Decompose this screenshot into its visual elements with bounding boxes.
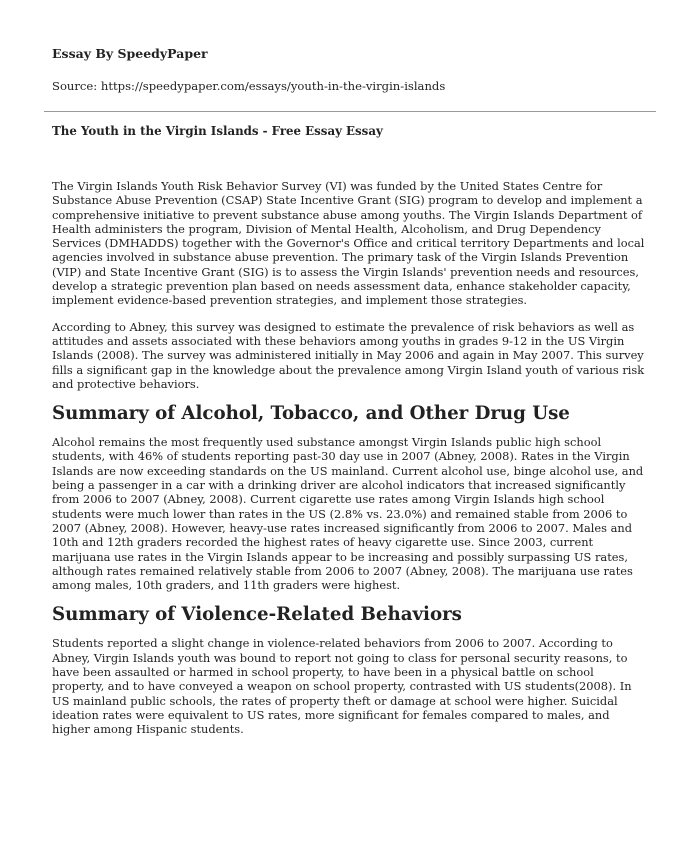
section-heading-drug-use: Summary of Alcohol, Tobacco, and Other Drug Use xyxy=(52,403,570,425)
source-line: Source: https://speedypaper.com/essays/youth-in-the-virgin-islands xyxy=(52,79,446,93)
section-paragraph-drug-use: Alcohol remains the most frequently used substance amongst Virgin Islands public high school students, with 46% of students reporting past-30 day use in 2007 (Abney, 2008). Rates in the Virgin Islands are now exceeding standards on the US mainland. Current alcohol use, binge alcohol use, and being a passenger in a car with a drinking driver are alcohol indicators that increased significantly from 2006 to 2007 (Abney, 2008). Current cigarette use rates among Virgin Islands high school students were much lower than rates in the US (2.8% vs. 23.0%) and remained stable from 2006 to 2007 (Abney, 2008). However, heavy-use rates increased significantly from 2006 to 2007. Males and 10th and 12th graders recorded the highest rates of heavy cigarette use. Since 2003, current marijuana use rates in the Virgin Islands appear to be increasing and possibly surpassing US rates, although rates remained relatively stable from 2006 to 2007 (Abney, 2008). The marijuana use rates among males, 10th graders, and 11th graders were highest. xyxy=(52,435,644,593)
section-heading-violence: Summary of Violence-Related Behaviors xyxy=(52,604,462,626)
document-header-title: Essay By SpeedyPaper xyxy=(52,46,208,61)
intro-paragraph-2: According to Abney, this survey was designed to estimate the prevalence of risk behaviors as well as attitudes and assets associated with these behaviors among youths in grades 9-12 in the US Virgin Islands (2008). The survey was administered initially in May 2006 and again in May 2007. This survey fills a significant gap in the knowledge about the prevalence among Virgin Island youth of various risk and protective behaviors. xyxy=(52,319,645,391)
section-paragraph-violence: Students reported a slight change in violence-related behaviors from 2006 to 2007. According to Abney, Virgin Islands youth was bound to report not going to class for personal security reasons, to have been assaulted or harmed in school property, to have been in a physical battle on school property, and to have conveyed a weapon on school property, contrasted with US students(2008). In US mainland public schools, the rates of property theft or damage at school were higher. Suicidal ideation rates were equivalent to US rates, more significant for females compared to males, and higher among Hispanic students. xyxy=(52,636,632,737)
essay-title: The Youth in the Virgin Islands - Free Essay Essay xyxy=(52,124,383,138)
header-divider xyxy=(44,111,656,112)
intro-paragraph-1: The Virgin Islands Youth Risk Behavior Survey (VI) was funded by the United States Centre for Substance Abuse Prevention (CSAP) State Incentive Grant (SIG) program to develop and implement a comprehensive initiative to prevent substance abuse among youths. The Virgin Islands Department of Health administers the program, Division of Mental Health, Alcoholism, and Drug Dependency Services (DMHADDS) together with the Governor's Office and critical territory Departments and local agencies involved in substance abuse prevention. The primary task of the Virgin Islands Prevention (VIP) and State Incentive Grant (SIG) is to assess the Virgin Islands' prevention needs and resources, develop a strategic prevention plan based on needs assessment data, enhance stakeholder capacity, implement evidence-based prevention strategies, and implement those strategies. xyxy=(52,179,645,308)
